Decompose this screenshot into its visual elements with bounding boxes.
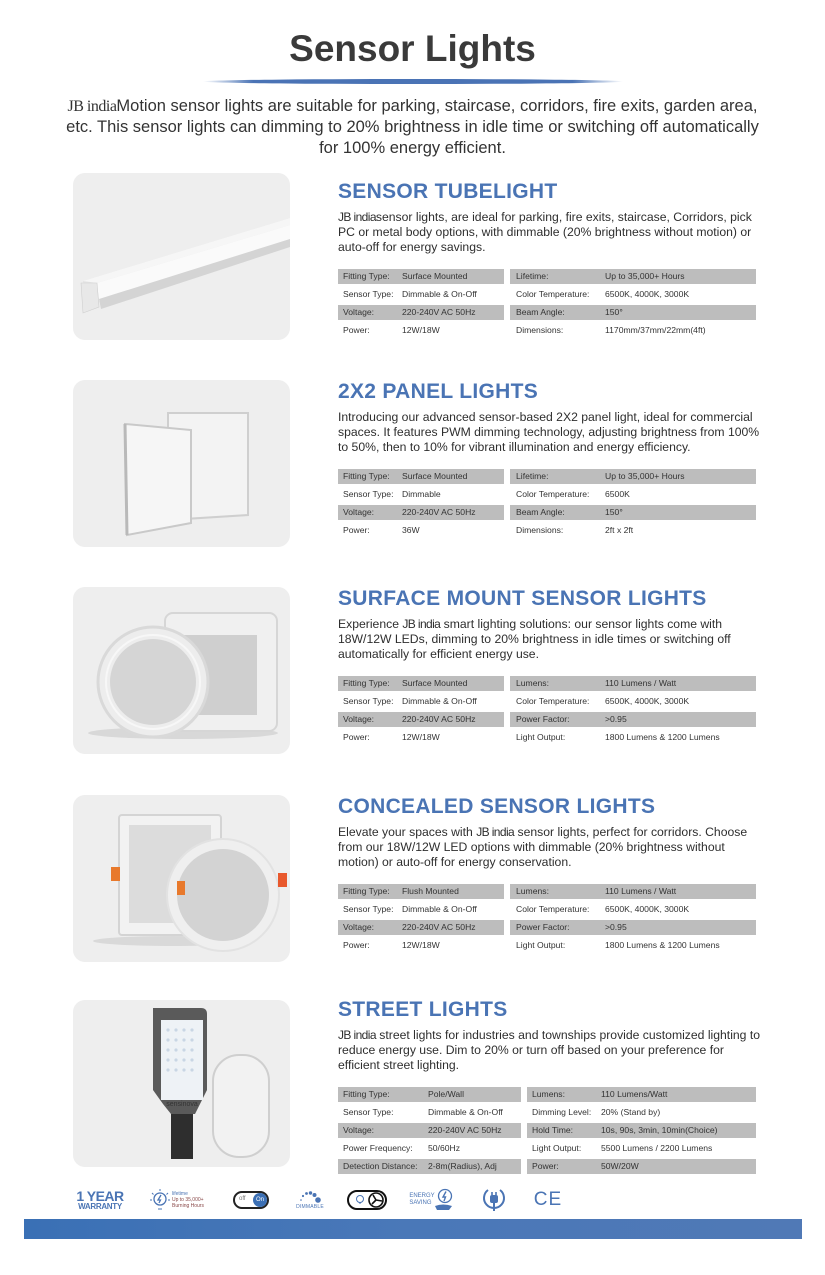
product-description: Introducing our advanced sensor-based 2X2 panel light, ideal for commercial spaces. It features PWM dimming technology, adjusting brightness from 100% to 50%, then to 10% for vibrant illumination and energy efficiency.	[338, 410, 760, 454]
bulb-fan-icon	[347, 1190, 387, 1210]
brand-logo-text: JB india	[338, 1028, 376, 1042]
spec-row: Power: 12W/18W Light Output: 1800 Lumens & 1200 Lumens	[343, 732, 720, 742]
street-lights-image	[73, 1000, 290, 1167]
spec-row: Fitting Type: Surface Mounted Lumens: 110 Lumens / Watt	[338, 676, 758, 694]
on-off-toggle-badge: off On	[231, 1183, 271, 1217]
brand-logo-text: JB india	[476, 825, 515, 839]
brand-logo-text: JB india	[338, 210, 376, 224]
spec-row: Power Frequency: 50/60Hz Light Output: 5500 Lumens / 2200 Lumens	[343, 1143, 713, 1153]
concealed-lights-image	[73, 795, 290, 962]
feature-badges	[0, 1183, 825, 1217]
product-description: JB indiasensor lights, are ideal for parking, fire exits, staircase, Corridors, pick PC or metal body options, with dimmable (20% brightness without motion) or auto-off for energy savings.	[338, 210, 752, 254]
spec-row: Power: 12W/18W Dimensions: 1170mm/37mm/22mm(4ft)	[343, 325, 706, 335]
intro-paragraph	[60, 96, 765, 159]
spec-table	[338, 1087, 758, 1177]
spec-row: Voltage: 220-240V AC 50Hz Power Factor: >0.95	[338, 712, 758, 730]
footer-bar	[24, 1219, 802, 1239]
spec-row: Detection Distance: 2-8m(Radius), Adj Power: 50W/20W	[338, 1159, 758, 1177]
spec-row: Sensor Type: Dimmable & On-Off Color Temperature: 6500K, 4000K, 3000K	[343, 289, 690, 299]
energy-bolt-hand-icon	[435, 1188, 453, 1212]
svg-text:sensinova: sensinova	[166, 1101, 198, 1108]
lifetime-badge: lifetime Up to 35,000+ Burning Hours	[146, 1183, 208, 1217]
spec-row: Fitting Type: Flush Mounted Lumens: 110 Lumens / Watt	[338, 884, 758, 902]
spec-table	[338, 269, 758, 341]
spec-table	[338, 884, 758, 956]
product-description: Experience JB india smart lighting solutions: our sensor lights come with 18W/12W LEDs, dimming to 20% brightness in idle times or switching off automatically for efficient energy use.	[338, 617, 731, 661]
dimmable-badge: DIMMABLE	[292, 1183, 328, 1217]
brand-logo-text: JB india	[67, 98, 117, 115]
spec-row: Fitting Type: Surface Mounted Lifetime: Up to 35,000+ Hours	[338, 469, 758, 487]
panel-lights-image	[73, 380, 290, 547]
spec-row: Sensor Type: Dimmable & On-Off Color Temperature: 6500K, 4000K, 3000K	[343, 696, 690, 706]
dimmable-dots-icon	[298, 1190, 322, 1204]
intro-text: Motion sensor lights are suitable for parking, staircase, corridors, fire exits, garden area, etc. This sensor lights can dimming to 20% brightness in idle time or switching off automatically for 100% energy efficient.	[66, 97, 759, 157]
bulb-lightning-icon	[150, 1189, 170, 1211]
spec-row: Sensor Type: Dimmable & On-Off Dimming Level: 20% (Stand by)	[343, 1107, 661, 1117]
plug-badge	[480, 1183, 508, 1217]
title-underline	[203, 79, 623, 84]
bulb-fan-badge	[346, 1183, 388, 1217]
product-title: SENSOR TUBELIGHT	[338, 180, 558, 203]
tubelight-image	[73, 173, 290, 340]
spec-row: Fitting Type: Surface Mounted Lifetime: Up to 35,000+ Hours	[338, 269, 758, 287]
product-description: Elevate your spaces with JB india sensor lights, perfect for corridors. Choose from our 18W/12W LED options with dimmable (20% brightness without motion) or auto-off for energy conservation.	[338, 825, 748, 869]
spec-table	[338, 469, 758, 541]
surface-mount-image	[73, 587, 290, 754]
brand-logo-text: JB india	[402, 617, 441, 631]
spec-row: Voltage: 220-240V AC 50Hz Hold Time: 10s, 90s, 3min, 10min(Choice)	[338, 1123, 758, 1141]
product-description: JB india street lights for industries and townships provide customized lighting to reduce energy use. Dim to 20% or turn off based on your preference for efficient street lighting.	[338, 1028, 761, 1072]
spec-row: Sensor Type: Dimmable & On-Off Color Temperature: 6500K, 4000K, 3000K	[343, 904, 690, 914]
spec-row: Sensor Type: Dimmable Color Temperature: 6500K	[343, 489, 630, 499]
spec-row: Fitting Type: Pole/Wall Lumens: 110 Lumens/Watt	[338, 1087, 758, 1105]
page-title: Sensor Lights	[289, 28, 536, 69]
product-title: SURFACE MOUNT SENSOR LIGHTS	[338, 587, 707, 610]
power-plug-icon	[482, 1187, 506, 1213]
ce-mark-badge: CE	[533, 1189, 563, 1210]
product-title: CONCEALED SENSOR LIGHTS	[338, 795, 656, 818]
warranty-badge: 1 YEAR WARRANTY	[76, 1188, 124, 1211]
product-title: STREET LIGHTS	[338, 998, 508, 1021]
spec-row: Voltage: 220-240V AC 50Hz Power Factor: >0.95	[338, 920, 758, 938]
energy-saving-badge: ENERGY SAVING	[408, 1183, 454, 1217]
spec-row: Power: 36W Dimensions: 2ft x 2ft	[343, 525, 634, 535]
product-title: 2X2 PANEL LIGHTS	[338, 380, 539, 403]
spec-table	[338, 676, 758, 748]
spec-row: Power: 12W/18W Light Output: 1800 Lumens & 1200 Lumens	[343, 940, 720, 950]
spec-row: Voltage: 220-240V AC 50Hz Beam Angle: 150°	[338, 305, 758, 323]
spec-row: Voltage: 220-240V AC 50Hz Beam Angle: 150°	[338, 505, 758, 523]
